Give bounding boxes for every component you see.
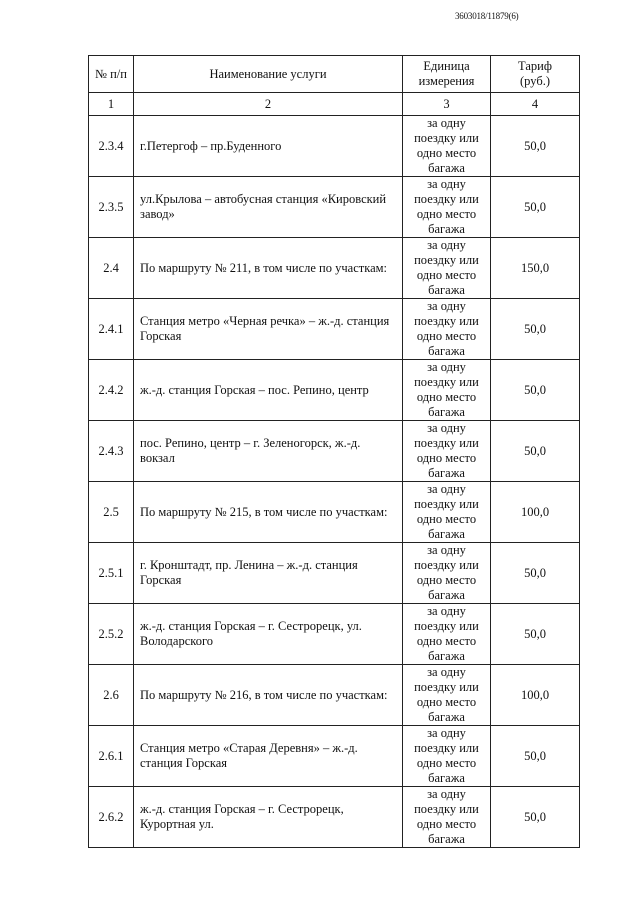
- unit-cell: [403, 665, 491, 726]
- unit-text-line: одно место: [416, 512, 477, 526]
- unit-text-line: одно место: [416, 207, 477, 221]
- unit-text-line: поездку или: [414, 253, 479, 267]
- unit-text-line: за одну: [427, 238, 466, 252]
- unit-text-line: одно место: [416, 756, 477, 770]
- row-number: 2.6.1: [89, 726, 134, 787]
- unit-text-line: поездку или: [414, 314, 479, 328]
- unit-cell: [403, 299, 491, 360]
- row-number: 2.3.4: [89, 116, 134, 177]
- service-name: ж.-д. станция Горская – г. Сестрорецк, Курортная ул.: [134, 787, 403, 848]
- row-number: 2.6: [89, 665, 134, 726]
- table-row: [89, 116, 580, 177]
- unit-text-line: одно место: [416, 817, 477, 831]
- unit-text-line: багажа: [428, 405, 465, 419]
- unit-text-line: одно место: [416, 146, 477, 160]
- unit-text-line: за одну: [427, 116, 466, 130]
- unit-text-line: за одну: [427, 360, 466, 374]
- unit-text-line: одно место: [416, 634, 477, 648]
- unit-text-line: поездку или: [414, 680, 479, 694]
- unit-text-line: багажа: [428, 466, 465, 480]
- table-row: [89, 238, 580, 299]
- header-row: [89, 56, 580, 93]
- unit-text-line: поездку или: [414, 192, 479, 206]
- unit-text-line: за одну: [427, 421, 466, 435]
- tariff-value: 50,0: [491, 116, 580, 177]
- unit-cell: [403, 604, 491, 665]
- unit-text-line: поездку или: [414, 619, 479, 633]
- unit-cell: [403, 482, 491, 543]
- tariff-value: 50,0: [491, 360, 580, 421]
- service-name: По маршруту № 215, в том числе по участкам:: [134, 482, 403, 543]
- unit-text-line: одно место: [416, 451, 477, 465]
- row-number: 2.4: [89, 238, 134, 299]
- header-name: Наименование услуги: [134, 56, 403, 93]
- unit-text-line: поездку или: [414, 375, 479, 389]
- unit-text-line: одно место: [416, 268, 477, 282]
- row-number: 2.3.5: [89, 177, 134, 238]
- table-row: [89, 726, 580, 787]
- table-row: [89, 360, 580, 421]
- unit-text-line: поездку или: [414, 741, 479, 755]
- service-name: ж.-д. станция Горская – пос. Репино, центр: [134, 360, 403, 421]
- unit-text-line: одно место: [416, 329, 477, 343]
- tariff-value: 50,0: [491, 787, 580, 848]
- tariff-value: 50,0: [491, 726, 580, 787]
- tariff-value: 50,0: [491, 543, 580, 604]
- unit-text-line: багажа: [428, 771, 465, 785]
- service-name: По маршруту № 216, в том числе по участкам:: [134, 665, 403, 726]
- unit-text-line: багажа: [428, 649, 465, 663]
- unit-cell: [403, 116, 491, 177]
- unit-text-line: багажа: [428, 710, 465, 724]
- unit-cell: [403, 726, 491, 787]
- service-name: ж.-д. станция Горская – г. Сестрорецк, ул. Володарского: [134, 604, 403, 665]
- tariff-value: 100,0: [491, 665, 580, 726]
- unit-text-line: багажа: [428, 588, 465, 602]
- unit-text-line: поездку или: [414, 802, 479, 816]
- table-row: [89, 787, 580, 848]
- unit-cell: [403, 543, 491, 604]
- row-number: 2.5: [89, 482, 134, 543]
- tariff-value: 100,0: [491, 482, 580, 543]
- column-number: 3: [403, 93, 491, 116]
- unit-text-line: багажа: [428, 161, 465, 175]
- unit-cell: [403, 360, 491, 421]
- row-number: 2.4.3: [89, 421, 134, 482]
- unit-text-line: за одну: [427, 482, 466, 496]
- unit-text-line: багажа: [428, 527, 465, 541]
- table-row: [89, 177, 580, 238]
- unit-text-line: багажа: [428, 283, 465, 297]
- service-name: ул.Крылова – автобусная станция «Кировский завод»: [134, 177, 403, 238]
- unit-text-line: за одну: [427, 177, 466, 191]
- unit-text-line: багажа: [428, 832, 465, 846]
- unit-text-line: поездку или: [414, 131, 479, 145]
- unit-text-line: за одну: [427, 787, 466, 801]
- row-number: 2.4.2: [89, 360, 134, 421]
- header-price: Тариф (руб.): [491, 56, 580, 93]
- table-row: [89, 604, 580, 665]
- column-number-row: [89, 93, 580, 116]
- unit-text-line: за одну: [427, 665, 466, 679]
- row-number: 2.5.2: [89, 604, 134, 665]
- tariff-value: 50,0: [491, 604, 580, 665]
- column-number: 1: [89, 93, 134, 116]
- unit-text-line: за одну: [427, 299, 466, 313]
- service-name: пос. Репино, центр – г. Зеленогорск, ж.-д. вокзал: [134, 421, 403, 482]
- table-row: [89, 665, 580, 726]
- column-number: 4: [491, 93, 580, 116]
- unit-text-line: поездку или: [414, 558, 479, 572]
- table-row: [89, 543, 580, 604]
- column-number: 2: [134, 93, 403, 116]
- unit-cell: [403, 421, 491, 482]
- table-row: [89, 299, 580, 360]
- tariff-value: 50,0: [491, 177, 580, 238]
- unit-text-line: поездку или: [414, 497, 479, 511]
- header-num: № п/п: [89, 56, 134, 93]
- unit-text-line: поездку или: [414, 436, 479, 450]
- service-name: г.Петергоф – пр.Буденного: [134, 116, 403, 177]
- tariff-value: 50,0: [491, 299, 580, 360]
- table-row: [89, 482, 580, 543]
- unit-text-line: за одну: [427, 726, 466, 740]
- document-id: 3603018/11879(6): [455, 11, 519, 21]
- row-number: 2.4.1: [89, 299, 134, 360]
- tariff-value: 150,0: [491, 238, 580, 299]
- tariff-table: [88, 55, 580, 848]
- unit-text-line: одно место: [416, 573, 477, 587]
- unit-text-line: одно место: [416, 695, 477, 709]
- unit-cell: [403, 787, 491, 848]
- row-number: 2.5.1: [89, 543, 134, 604]
- service-name: г. Кронштадт, пр. Ленина – ж.-д. станция Горская: [134, 543, 403, 604]
- service-name: Станция метро «Старая Деревня» – ж.-д. станция Горская: [134, 726, 403, 787]
- header-unit: Единица измерения: [403, 56, 491, 93]
- table-row: [89, 421, 580, 482]
- service-name: По маршруту № 211, в том числе по участкам:: [134, 238, 403, 299]
- service-name: Станция метро «Черная речка» – ж.-д. станция Горская: [134, 299, 403, 360]
- unit-text-line: за одну: [427, 543, 466, 557]
- row-number: 2.6.2: [89, 787, 134, 848]
- unit-text-line: за одну: [427, 604, 466, 618]
- unit-text-line: багажа: [428, 344, 465, 358]
- tariff-value: 50,0: [491, 421, 580, 482]
- unit-text-line: одно место: [416, 390, 477, 404]
- unit-cell: [403, 177, 491, 238]
- unit-cell: [403, 238, 491, 299]
- unit-text-line: багажа: [428, 222, 465, 236]
